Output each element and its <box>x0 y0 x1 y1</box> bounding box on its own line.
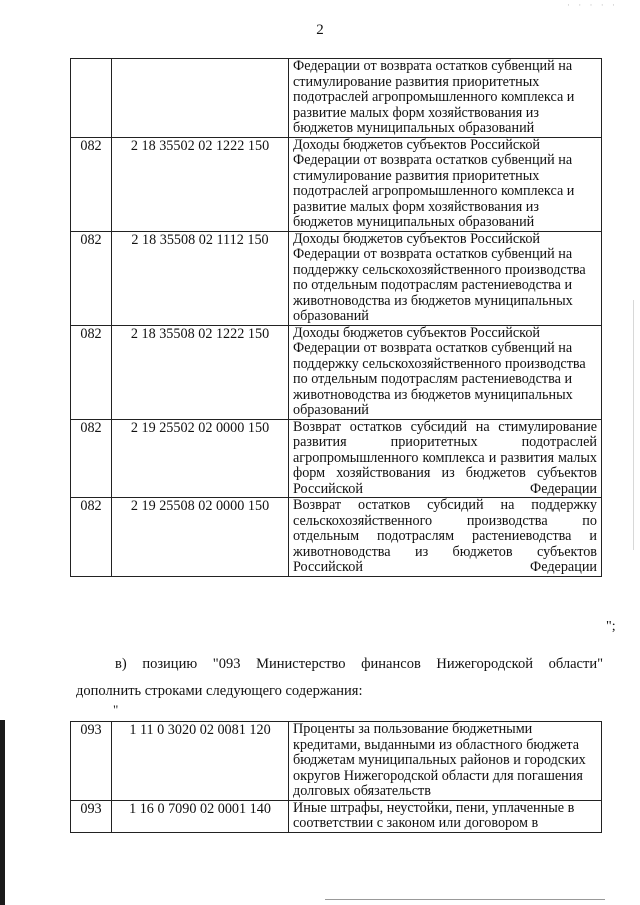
opening-quote: " <box>113 702 119 717</box>
footer-rule <box>325 899 605 900</box>
closing-quote: "; <box>606 619 616 634</box>
admin-code-cell <box>71 59 112 138</box>
admin-code-cell: 093 <box>71 722 112 801</box>
scan-edge-bar <box>0 720 5 905</box>
table-row <box>71 137 602 231</box>
instruction-line-2: дополнить строками следующего содержания: <box>76 683 363 699</box>
description-cell: Доходы бюджетов субъектов Российской Федерации от возврата остатков субвенций на поддержку сельскохозяйственного производства по отдельным подотраслям растениеводства и животноводства из бюджетов муниципальных образований <box>289 231 602 325</box>
admin-code-cell: 082 <box>71 231 112 325</box>
admin-code-cell: 082 <box>71 137 112 231</box>
page-number: 2 <box>316 22 324 38</box>
description-cell: Доходы бюджетов субъектов Российской Федерации от возврата остатков субвенций на стимулирование развития приоритетных подотраслей агропромышленного комплекса и развитие малых форм хозяйствования из бюджетов муниципальных образований <box>289 137 602 231</box>
table-row <box>71 800 602 832</box>
income-codes-table <box>70 58 602 577</box>
table-row <box>71 325 602 419</box>
budget-code-cell: 2 19 25508 02 0000 150 <box>112 498 289 577</box>
description-cell: Проценты за пользование бюджетными кредитами, выданными из областного бюджета бюджетам муниципальных районов и городских округов Нижегородской области для погашения долговых обязательств <box>289 722 602 801</box>
budget-code-cell: 1 11 0 3020 02 0081 120 <box>112 722 289 801</box>
budget-code-cell: 2 18 35508 02 1112 150 <box>112 231 289 325</box>
budget-code-cell: 2 18 35502 02 1222 150 <box>112 137 289 231</box>
admin-code-cell: 093 <box>71 800 112 832</box>
table-row <box>71 419 602 498</box>
description-cell: Доходы бюджетов субъектов Российской Федерации от возврата остатков субвенций на поддержку сельскохозяйственного производства по отдельным подотраслям растениеводства и животноводства из бюджетов муниципальных образований <box>289 325 602 419</box>
admin-code-cell: 082 <box>71 498 112 577</box>
instruction-line-1: в) позицию "093 Министерство финансов Нижегородской области" <box>115 656 603 672</box>
admin-code-cell: 082 <box>71 325 112 419</box>
budget-code-cell: 2 18 35508 02 1222 150 <box>112 325 289 419</box>
description-cell: Иные штрафы, неустойки, пени, уплаченные в соответствии с законом или договором в <box>289 800 602 832</box>
table-row <box>71 231 602 325</box>
scan-edge-line <box>633 300 634 550</box>
table-row <box>71 59 602 138</box>
description-cell: Федерации от возврата остатков субвенций на стимулирование развития приоритетных подотраслей агропромышленного комплекса и развитие малых форм хозяйствования из бюджетов муниципальных образований <box>289 59 602 138</box>
admin-code-cell: 082 <box>71 419 112 498</box>
table-row <box>71 722 602 801</box>
scan-marks: · · · · · <box>567 0 618 10</box>
new-rows-table <box>70 721 602 833</box>
budget-code-cell <box>112 59 289 138</box>
budget-code-cell: 2 19 25502 02 0000 150 <box>112 419 289 498</box>
table-row <box>71 498 602 577</box>
description-cell: Возврат остатков субсидий на поддержку сельскохозяйственного производства по отдельным подотраслям растениеводства и животноводства из бюджетов субъектов Российской Федерации <box>289 498 602 577</box>
budget-code-cell: 1 16 0 7090 02 0001 140 <box>112 800 289 832</box>
description-cell: Возврат остатков субсидий на стимулирование развития приоритетных подотраслей агропромышленного комплекса и развития малых форм хозяйствования из бюджетов субъектов Российской Федерации <box>289 419 602 498</box>
